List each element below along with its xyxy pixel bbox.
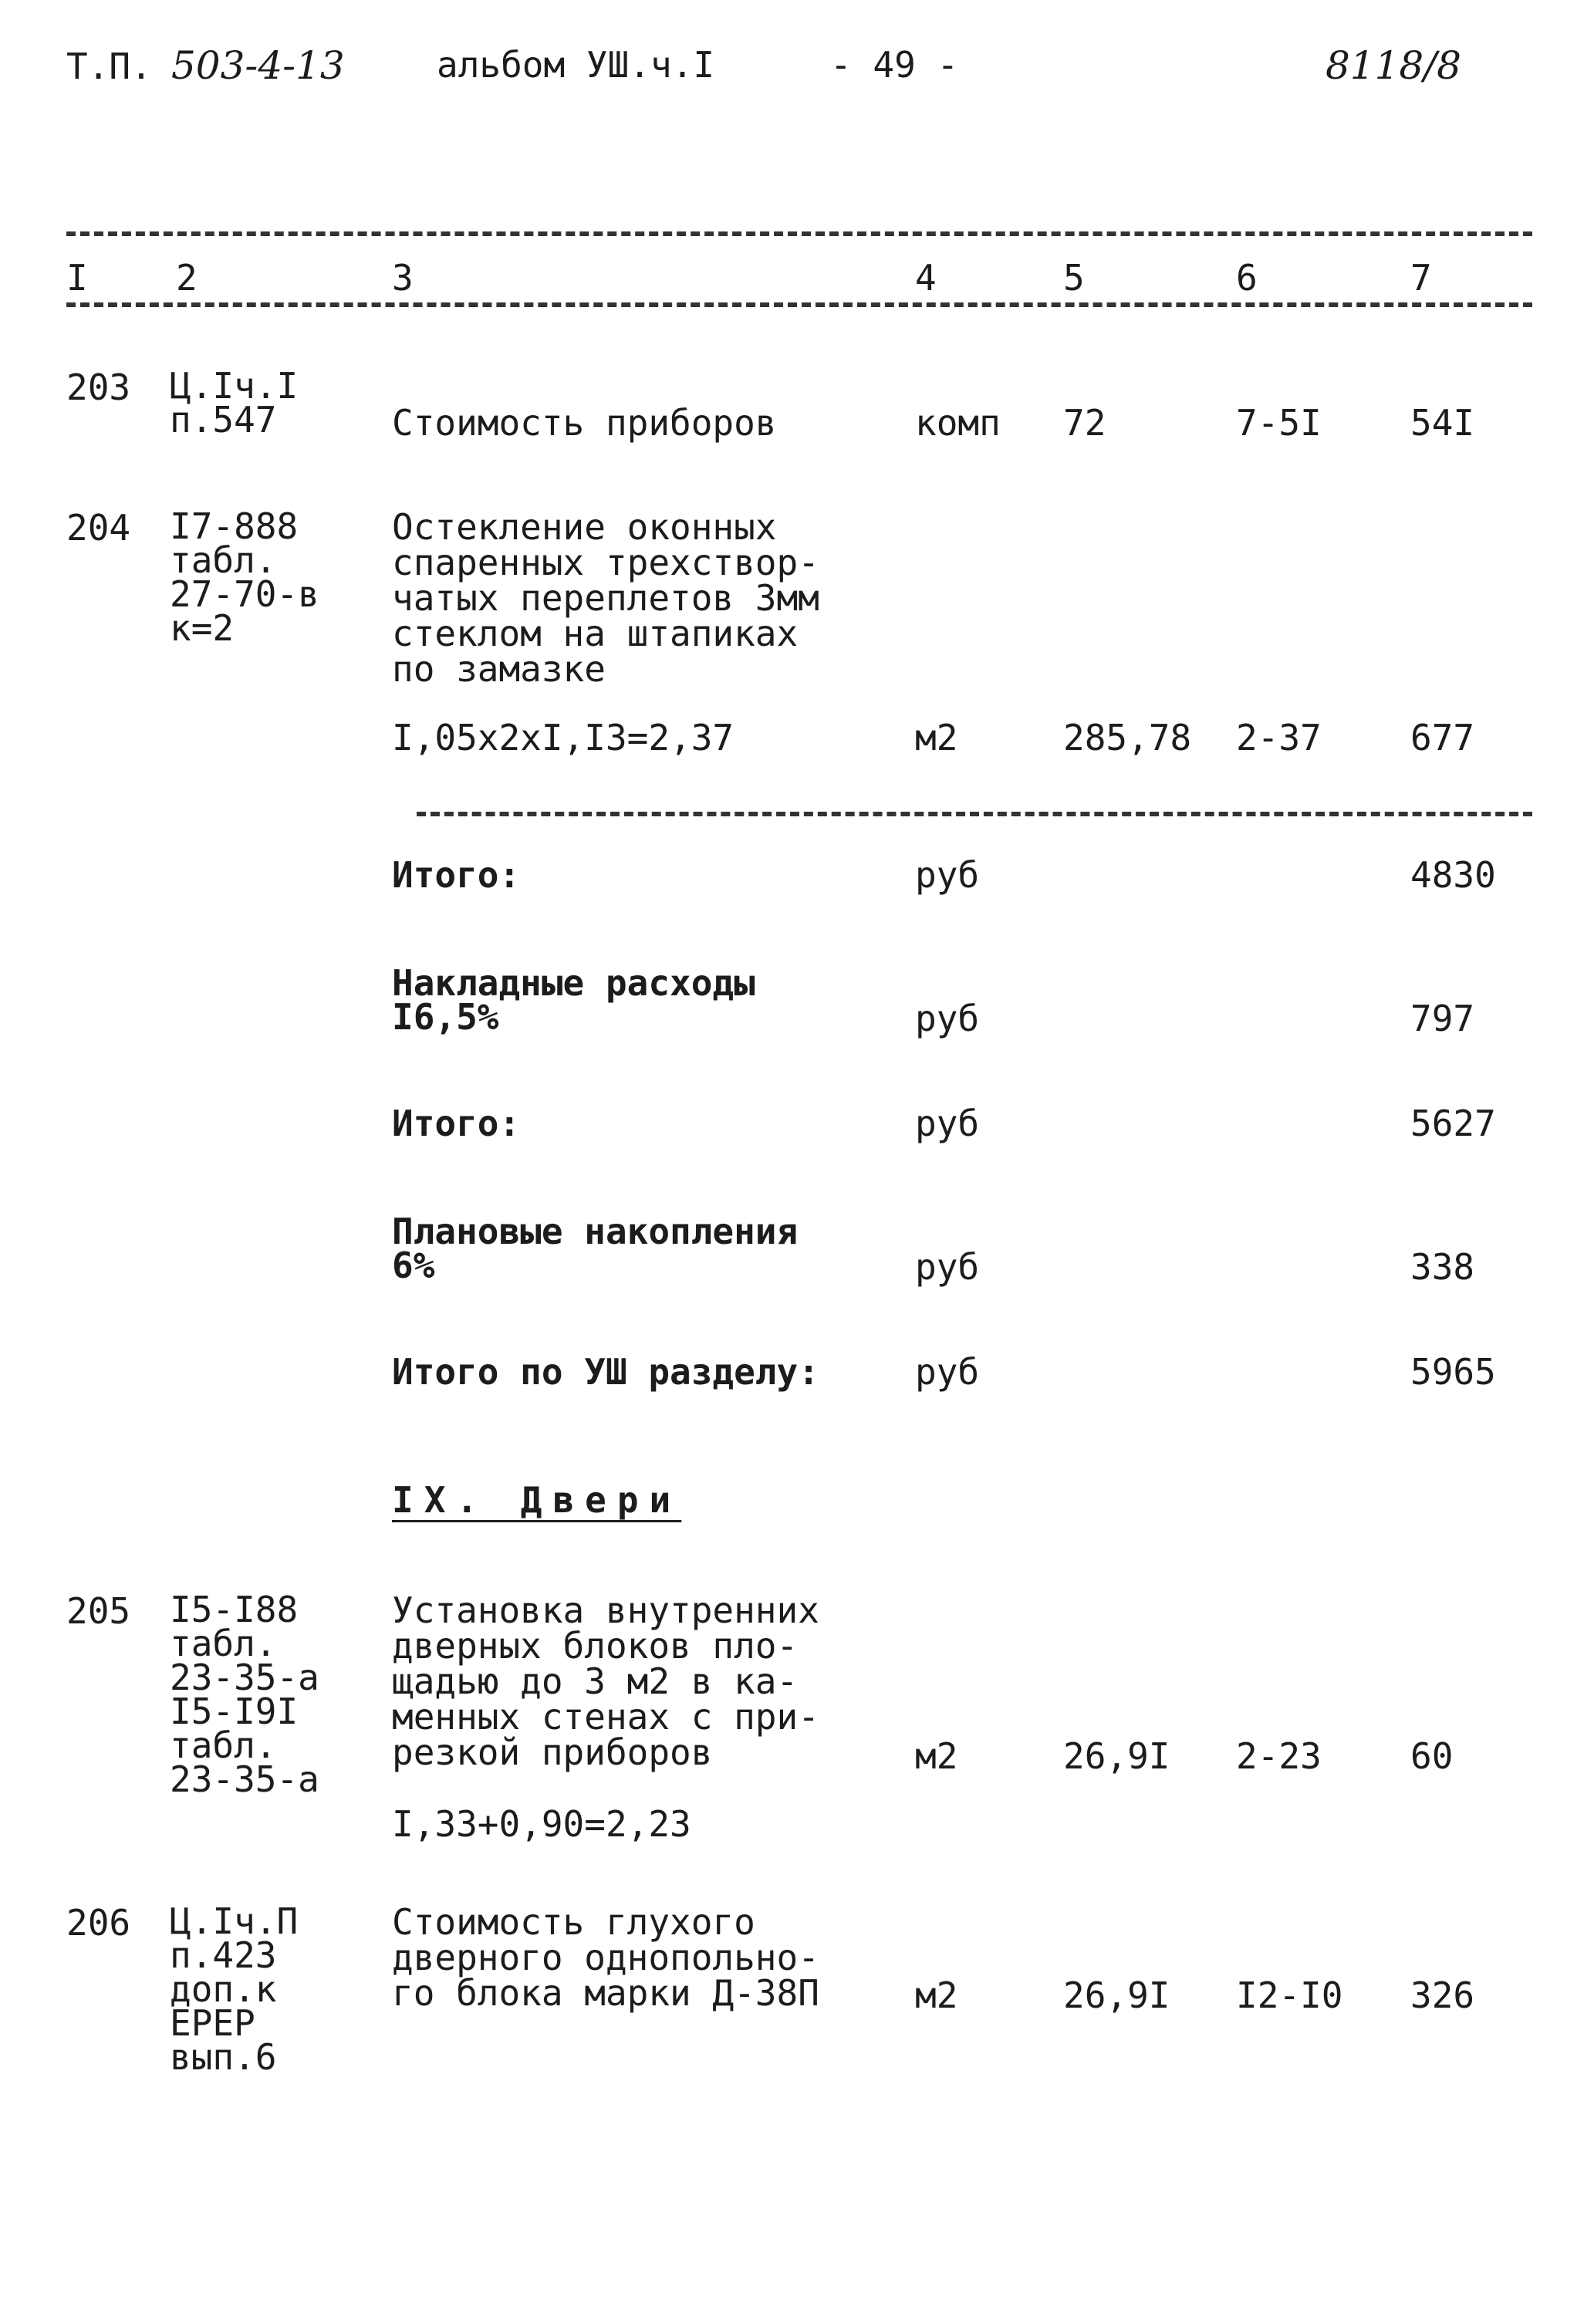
row-unit-price: I2-I0	[1236, 1974, 1343, 2016]
album-label: альбом УШ.ч.I	[437, 44, 715, 86]
column-header-1: I	[66, 257, 88, 299]
row-quantity: 26,9I	[1063, 1974, 1170, 2016]
row-reference: I7-888 табл. 27-70-в к=2	[170, 505, 319, 649]
tp-prefix: Т.П.	[66, 46, 152, 87]
row-reference: Ц.Iч.П п.423 доп.к ЕРЕР вып.6	[170, 1900, 299, 2078]
row-reference: I5-I88 табл. 23-35-а I5-I9I табл. 23-35-а	[170, 1589, 319, 1800]
row-total: 326	[1410, 1974, 1475, 2016]
row-quantity: 26,9I	[1063, 1735, 1170, 1777]
document-code: 8118/8	[1326, 43, 1461, 88]
page-number: - 49 -	[830, 44, 959, 86]
row-description: Остекление оконных спаренных трехствор- чатых переплетов 3мм стеклом на штапиках по замазке	[392, 506, 819, 690]
summary-unit: руб	[915, 854, 980, 896]
row-description: Стоимость приборов	[392, 402, 777, 444]
summary-label: Накладные расходы I6,5%	[392, 962, 755, 1038]
summary-label: Итого:	[392, 854, 521, 896]
header-bottom-rule	[66, 302, 1532, 307]
summary-total: 797	[1410, 998, 1475, 1039]
row-unit-price: 7-5I	[1236, 402, 1322, 444]
row-unit: м2	[915, 1735, 958, 1777]
summary-unit: руб	[915, 1351, 980, 1393]
row-number: 203	[66, 367, 131, 408]
row-calculation: I,05x2xI,I3=2,37	[392, 717, 735, 758]
row-total: 60	[1410, 1735, 1454, 1777]
row-number: 204	[66, 507, 131, 549]
column-header-5: 5	[1063, 257, 1085, 299]
column-header-4: 4	[915, 257, 937, 299]
column-header-3: 3	[392, 257, 414, 299]
row-calculation: I,33+0,90=2,23	[392, 1803, 691, 1845]
row-unit: м2	[915, 1974, 958, 2016]
row-description: Установка внутренних дверных блоков пло- щадью до 3 м2 в ка- менных стенах с при- резкой приборов	[392, 1589, 819, 1773]
summary-unit: руб	[915, 998, 980, 1039]
section-title: IX. Двери	[392, 1479, 682, 1521]
summary-total: 4830	[1410, 854, 1496, 896]
column-header-7: 7	[1410, 257, 1432, 299]
row-description: Стоимость глухого дверного однопольно- го блока марки Д-38П	[392, 1901, 819, 2014]
column-header-6: 6	[1236, 257, 1258, 299]
row-total: 54I	[1410, 402, 1475, 444]
row-total: 677	[1410, 717, 1475, 758]
summary-label: Итого по УШ разделу:	[392, 1351, 819, 1393]
row-number: 205	[66, 1590, 131, 1632]
header-top-rule	[66, 231, 1532, 236]
row-quantity: 72	[1063, 402, 1106, 444]
row-unit-price: 2-23	[1236, 1735, 1322, 1777]
summary-unit: руб	[915, 1103, 980, 1144]
summary-total: 5965	[1410, 1351, 1496, 1393]
summary-label: Плановые накопления 6%	[392, 1211, 799, 1286]
summary-label: Итого:	[392, 1103, 521, 1144]
row-reference: Ц.Iч.I п.547	[170, 365, 299, 441]
summary-unit: руб	[915, 1246, 980, 1288]
summary-total: 5627	[1410, 1103, 1496, 1144]
subtotal-rule	[417, 812, 1532, 816]
row-unit: м2	[915, 717, 958, 758]
row-number: 206	[66, 1902, 131, 1944]
row-unit: комп	[915, 402, 1001, 444]
column-header-2: 2	[176, 257, 198, 299]
summary-total: 338	[1410, 1246, 1475, 1288]
row-unit-price: 2-37	[1236, 717, 1322, 758]
tp-number: 503-4-13	[171, 43, 345, 88]
row-quantity: 285,78	[1063, 717, 1192, 758]
